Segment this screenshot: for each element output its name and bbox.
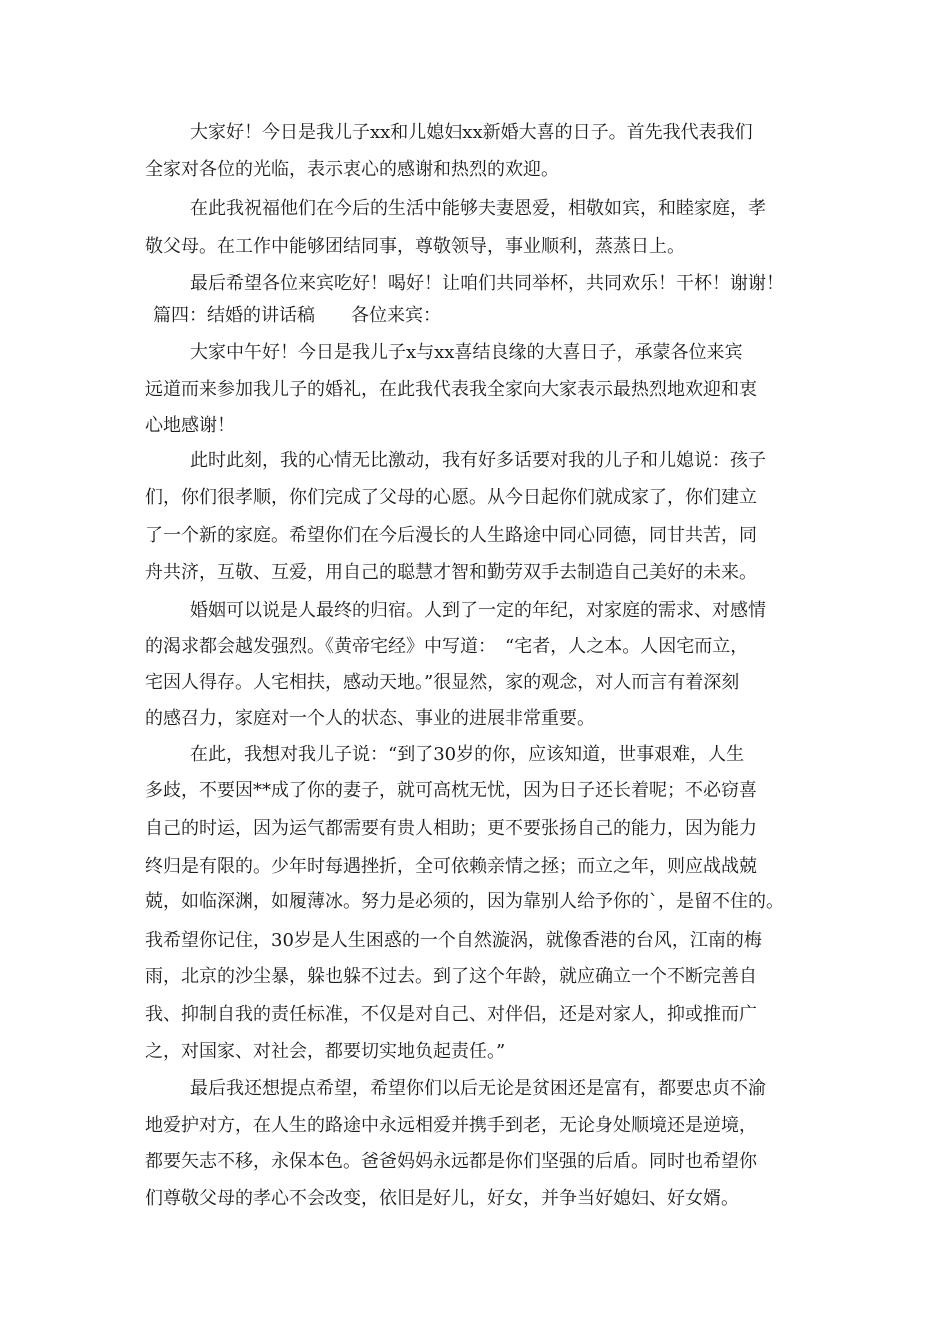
text-line: 宅因人得存。人宅相扶，感动天地。”很显然，家的观念，对人而言有着深刻 [145,672,740,693]
text-line: 了一个新的家庭。希望你们在今后漫长的人生路途中同心同德，同甘共苦，同 [145,525,757,546]
text-line: 多歧，不要因**成了你的妻子，就可高枕无忧，因为日子还长着呢；不必窃喜 [145,780,757,801]
text-line: 心地感谢！ [145,415,235,436]
text-line: 此时此刻，我的心情无比激动，我有好多话要对我的儿子和儿媳说：孩子 [190,450,766,471]
text-line: 婚姻可以说是人最终的归宿。人到了一定的年纪，对家庭的需求、对感情 [190,600,766,621]
text-line: 雨，北京的沙尘暴，躲也躲不过去。到了这个年龄，就应确立一个不断完善自 [145,966,757,987]
text-line: 全家对各位的光临，表示衷心的感谢和热烈的欢迎。 [145,159,559,180]
text-line: 的渴求都会越发强烈。《黄帝宅经》中写道： “宅者，人之本。人因宅而立， [145,636,749,657]
text-line: 终归是有限的。少年时每遇挫折，全可依赖亲情之拯；而立之年，则应战战兢 [145,856,757,877]
section-heading: 篇四：结婚的讲话稿 各位来宾： [153,305,441,326]
text-line: 最后我还想提点希望，希望你们以后无论是贫困还是富有，都要忠贞不渝 [190,1078,766,1099]
text-line: 我、抑制自我的责任标准，不仅是对自己、对伴侣，还是对家人，抑或推而广 [145,1004,757,1025]
text-line: 敬父母。在工作中能够团结同事，尊敬领导，事业顺利，蒸蒸日上。 [145,236,685,257]
text-line: 地爱护对方，在人生的路途中永远相爱并携手到老，无论身处顺境还是逆境， [145,1115,757,1136]
text-line: 在此，我想对我儿子说：“到了30岁的你，应该知道，世事艰难，人生 [190,744,745,765]
text-line: 们尊敬父母的孝心不会改变，依旧是好儿，好女，并争当好媳妇、好女婿。 [145,1188,739,1209]
text-line: 大家中午好！今日是我儿子x与xx喜结良缘的大喜日子，承蒙各位来宾 [190,342,743,363]
text-line: 最后希望各位来宾吃好！喝好！让咱们共同举杯，共同欢乐！干杯！谢谢！ [190,273,784,294]
text-line: 的感召力，家庭对一个人的状态、事业的进展非常重要。 [145,708,595,729]
text-line: 自己的时运，因为运气都需要有贵人相助；更不要张扬自己的能力，因为能力 [145,818,757,839]
text-line: 大家好！今日是我儿子xx和儿媳妇xx新婚大喜的日子。首先我代表我们 [190,122,753,143]
text-line: 兢，如临深渊，如履薄冰。努力是必须的，因为靠别人给予你的`，是留不住的。 [145,891,784,912]
text-line: 都要矢志不移，永保本色。爸爸妈妈永远都是你们坚强的后盾。同时也希望你 [145,1151,757,1172]
text-line: 们，你们很孝顺，你们完成了父母的心愿。从今日起你们就成家了，你们建立 [145,487,757,508]
text-line: 在此我祝福他们在今后的生活中能够夫妻恩爱，相敬如宾，和睦家庭，孝 [190,198,766,219]
text-line: 舟共济，互敬、互爱，用自己的聪慧才智和勤劳双手去制造自己美好的未来。 [145,562,757,583]
text-line: 之，对国家、对社会，都要切实地负起责任。” [145,1041,506,1062]
text-line: 我希望你记住，30岁是人生困惑的一个自然漩涡，就像香港的台风，江南的梅 [145,930,762,951]
text-line: 远道而来参加我儿子的婚礼，在此我代表我全家向大家表示最热烈地欢迎和衷 [145,379,757,400]
